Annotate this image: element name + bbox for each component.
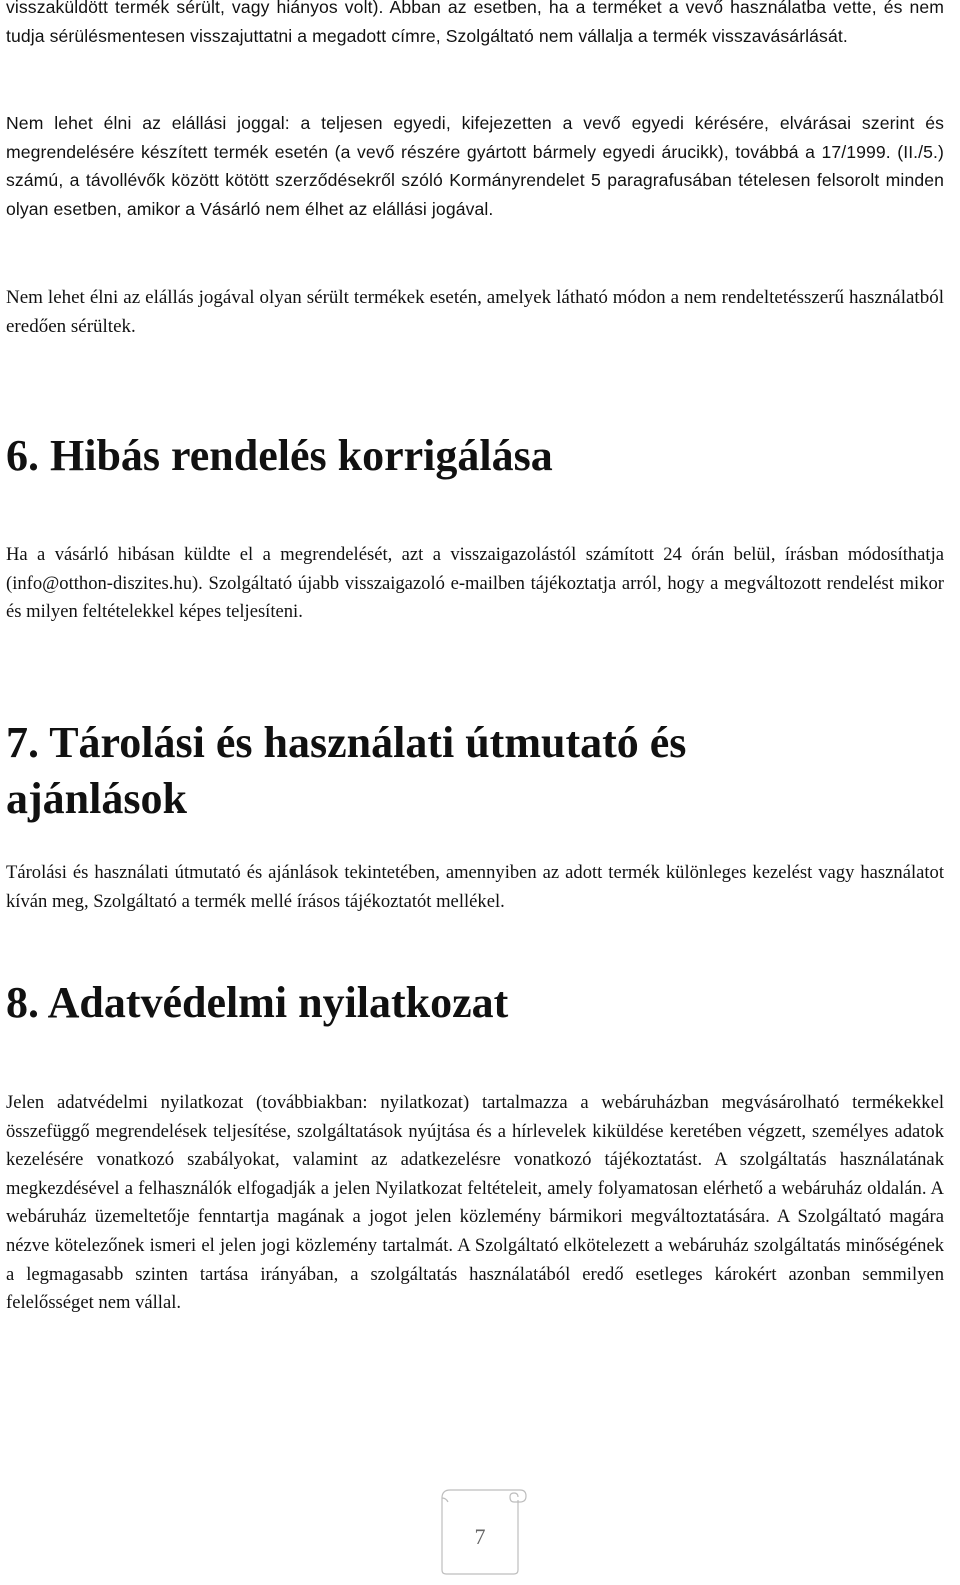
paragraph-withdrawal-exceptions: Nem lehet élni az elállási joggal: a teljesen egyedi, kifejezetten a vevő egyedi kérésére, elvárásai szerint és megrendelésére készített termék esetén (a vevő részére gyártott bármely egyedi árucikk), továbbá a 17/1999. (II./5.) számú, a távollévők között kötött szerződésekről szóló Kormányrendelet 5 paragrafusában tételesen felsorolt minden olyan esetben, amikor a Vásárló nem élhet az elállási jogával. <box>6 113 944 219</box>
section-8-heading: 8. Adatvédelmi nyilatkozat <box>6 978 509 1027</box>
page-footer <box>430 1488 530 1578</box>
paragraph-return-conditions: visszaküldött termék sérült, vagy hiányos volt). Abban az esetben, ha a terméket a vevő használatba vette, és nem tudja sérülésmentesen visszajuttatni a megadott címre, Szolgáltató nem vállalja a termék visszavásárlását. <box>6 0 944 46</box>
section-8-body: Jelen adatvédelmi nyilatkozat (továbbiakban: nyilatkozat) tartalmazza a webáruházban megvásárolható termékekkel összefüggő megrendelések teljesítése, szolgáltatások nyújtása és a hírlevelek kiküldése keretében végzett, személyes adatok kezelésére vonatkozó szabályokat, valamint az adatkezelésre vonatkozó tájékoztatást. A szolgáltatás használatának megkezdésével a felhasználók elfogadják a jelen Nyilatkozat feltételeit, amely folyamatosan elérhető a webáruház oldalán. A webáruház üzemeltetője fenntartja magának a jogot jelen közlemény bármikori megváltoztatására. A Szolgáltató magára nézve kötelezőnek ismeri el jelen jogi közlemény tartalmát. A Szolgáltató elkötelezett a webáruház szolgáltatás minőségének a legmagasabb szinten tartása irányában, a szolgáltatás használatából eredő esetleges károkért azonban semmilyen felelősséget nem vállal. <box>6 1092 944 1314</box>
section-7-heading: 7. Tárolási és használati útmutató és ajánlások <box>6 718 687 823</box>
paragraph-damaged-products: Nem lehet élni az elállás jogával olyan sérült termékek esetén, amelyek látható módon a nem rendeltetésszerű használatból eredően sérültek. <box>6 287 944 337</box>
page-number: 7 <box>474 1524 486 1549</box>
section-6-heading: 6. Hibás rendelés korrigálása <box>6 431 553 480</box>
section-7-body: Tárolási és használati útmutató és ajánlások tekintetében, amennyiben az adott termék különleges kezelést vagy használatot kíván meg, Szolgáltató a termék mellé írásos tájékoztatót mellékel. <box>6 862 944 912</box>
section-6-body: Ha a vásárló hibásan küldte el a megrendelését, azt a visszaigazolástól számított 24 órán belül, írásban módosíthatja (info@otthon-diszites.hu). Szolgáltató újabb visszaigazoló e-mailben tájékoztatja arról, hogy a megváltozott rendelést mikor és milyen feltételekkel képes teljesíteni. <box>6 544 944 623</box>
